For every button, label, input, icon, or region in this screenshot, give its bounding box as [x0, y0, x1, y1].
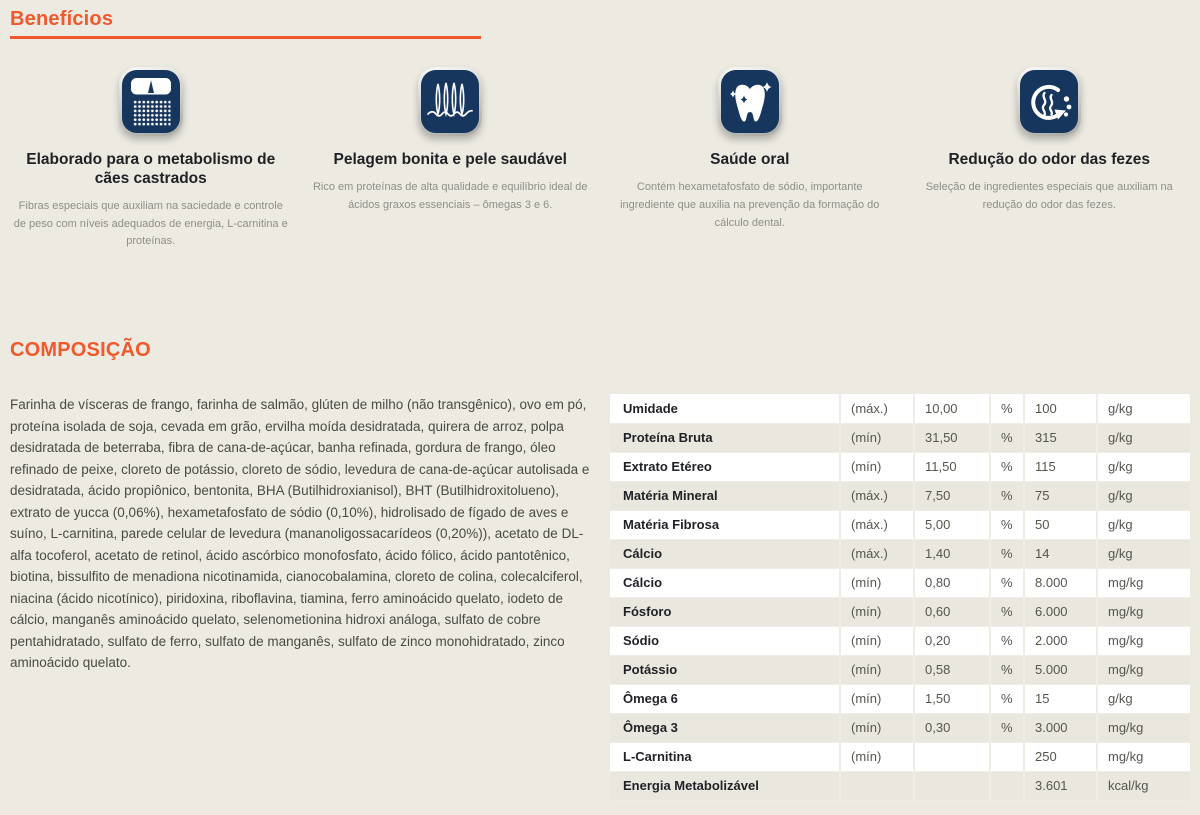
table-cell: kcal/kg [1097, 771, 1190, 800]
table-cell: Sódio [610, 626, 840, 655]
table-cell: 10,00 [914, 394, 990, 423]
table-cell: % [990, 481, 1024, 510]
ingredients-text: Farinha de vísceras de frango, farinha de salmão, glúten de milho (não transgênico), ovo em pó, proteína isolada de soja, cevada em grão, ervilha moída desidratada, quirera de arroz, polpa desidratada de beterraba, fibra de cana-de-açúcar, banha refinada, gordura de frango, óleo refinado de peixe, cloreto de potássio, cloreto de sódio, levedura de cana-de-açúcar autolisada e desidratada, ácido propiônico, bentonita, BHA (Butilhidroxianisol), BHT (Butilhidroxitolueno), extrato de yucca (0,06%), hexametafosfato de sódio (0,10%), hidrolisado de fígado de aves e suíno, L-carnitina, parede celular de levedura (mananoligossacarídeos (0,20%)), acetato de DL-alfa tocoferol, acetato de retinol, ácido ascórbico monofosfato, ácido fólico, ácido pantotênico, biotina, bissulfito de menadiona nicotinamida, cianocobalamina, cloreto de colina, colecalciferol, niacina (ácido nicotínico), piridoxina, riboflavina, tiamina, ferro aminoácido quelato, iodeto de cálcio, manganês aminoácido quelato, selenometionina hidroxi análoga, sulfato de cobre pentahidratado, sulfato de ferro, sulfato de manganês, sulfato de zinco monohidratado, zinco aminoácido quelato. [10, 397, 590, 671]
table-cell: 5.000 [1024, 655, 1097, 684]
fur-icon-tile [421, 70, 479, 133]
table-cell: (mín) [840, 655, 914, 684]
table-cell: % [990, 394, 1024, 423]
table-row [610, 510, 1190, 539]
table-cell: 0,30 [914, 713, 990, 742]
table-cell: 1,40 [914, 539, 990, 568]
table-cell: (mín) [840, 452, 914, 481]
table-cell: g/kg [1097, 539, 1190, 568]
table-cell: 3.000 [1024, 713, 1097, 742]
benefits-heading: Benefícios [10, 8, 481, 39]
table-cell: 2.000 [1024, 626, 1097, 655]
table-cell [914, 742, 990, 771]
fur-icon [418, 67, 482, 136]
table-cell: 6.000 [1024, 597, 1097, 626]
table-row [610, 655, 1190, 684]
odor-icon [1017, 67, 1081, 136]
table-row [610, 481, 1190, 510]
scale-icon [119, 67, 183, 136]
table-cell: 0,60 [914, 597, 990, 626]
table-cell: (máx.) [840, 481, 914, 510]
benefit-title: Redução do odor das fezes [948, 151, 1151, 168]
table-cell [914, 771, 990, 800]
table-cell: Cálcio [610, 568, 840, 597]
composition-section [10, 339, 1190, 801]
table-cell: 0,20 [914, 626, 990, 655]
table-cell: g/kg [1097, 510, 1190, 539]
table-cell: Cálcio [610, 539, 840, 568]
table-cell: Ômega 3 [610, 713, 840, 742]
benefit-card-metabolism [10, 67, 292, 251]
benefit-card-odor-reduction [909, 67, 1191, 251]
table-cell: 7,50 [914, 481, 990, 510]
benefit-title: Elaborado para o metabolismo de cães castrados [26, 151, 276, 187]
table-cell: Matéria Mineral [610, 481, 840, 510]
table-cell: Extrato Etéreo [610, 452, 840, 481]
table-cell: 75 [1024, 481, 1097, 510]
table-cell: 5,00 [914, 510, 990, 539]
composition-grid [10, 394, 1190, 801]
benefit-description: Rico em proteínas de alta qualidade e equilíbrio ideal de ácidos graxos essenciais – ômegas 3 e 6. [312, 180, 588, 211]
table-cell: % [990, 626, 1024, 655]
table-cell: 315 [1024, 423, 1097, 452]
table-cell: 1,50 [914, 684, 990, 713]
table-cell: mg/kg [1097, 597, 1190, 626]
table-row [610, 597, 1190, 626]
table-cell: Ômega 6 [610, 684, 840, 713]
table-cell: 0,80 [914, 568, 990, 597]
table-cell: % [990, 684, 1024, 713]
table-cell: Energia Metabolizável [610, 771, 840, 800]
table-cell: mg/kg [1097, 742, 1190, 771]
table-cell: (mín) [840, 713, 914, 742]
table-cell: (mín) [840, 742, 914, 771]
table-cell: 115 [1024, 452, 1097, 481]
table-cell: % [990, 510, 1024, 539]
table-row [610, 684, 1190, 713]
table-row [610, 742, 1190, 771]
table-cell: 250 [1024, 742, 1097, 771]
table-cell: 100 [1024, 394, 1097, 423]
table-cell: 50 [1024, 510, 1097, 539]
table-cell: (máx.) [840, 510, 914, 539]
table-cell [840, 771, 914, 800]
table-row [610, 423, 1190, 452]
table-cell: (mín) [840, 568, 914, 597]
table-cell: mg/kg [1097, 568, 1190, 597]
table-cell: g/kg [1097, 684, 1190, 713]
tooth-icon [718, 67, 782, 136]
table-cell: 0,58 [914, 655, 990, 684]
benefit-title: Pelagem bonita e pele saudável [333, 151, 567, 168]
table-row [610, 568, 1190, 597]
odor-icon-tile [1020, 70, 1078, 133]
benefit-title: Saúde oral [710, 151, 790, 168]
table-cell: L-Carnitina [610, 742, 840, 771]
table-cell: % [990, 539, 1024, 568]
table-cell: mg/kg [1097, 655, 1190, 684]
table-cell: Proteína Bruta [610, 423, 840, 452]
table-cell: % [990, 655, 1024, 684]
table-cell: 8.000 [1024, 568, 1097, 597]
nutrition-table [610, 394, 1190, 801]
table-cell: (mín) [840, 597, 914, 626]
benefit-card-coat-skin [310, 67, 592, 251]
table-cell: g/kg [1097, 394, 1190, 423]
scale-icon-tile [122, 70, 180, 133]
table-cell: g/kg [1097, 452, 1190, 481]
table-cell: g/kg [1097, 423, 1190, 452]
benefit-card-oral-health [609, 67, 891, 251]
table-row [610, 771, 1190, 800]
table-cell: Potássio [610, 655, 840, 684]
table-cell: g/kg [1097, 481, 1190, 510]
benefit-description: Contém hexametafosfato de sódio, importante ingrediente que auxilia na prevenção da formação do cálculo dental. [620, 180, 880, 229]
table-cell: (máx.) [840, 394, 914, 423]
table-cell: (mín) [840, 423, 914, 452]
table-cell: % [990, 597, 1024, 626]
table-cell: (mín) [840, 626, 914, 655]
table-cell: (máx.) [840, 539, 914, 568]
table-row [610, 452, 1190, 481]
table-cell [990, 742, 1024, 771]
table-cell: Fósforo [610, 597, 840, 626]
table-cell: 14 [1024, 539, 1097, 568]
table-row [610, 394, 1190, 423]
table-cell [990, 771, 1024, 800]
table-cell: 3.601 [1024, 771, 1097, 800]
table-row [610, 626, 1190, 655]
table-cell: 31,50 [914, 423, 990, 452]
table-row [610, 539, 1190, 568]
table-cell: % [990, 423, 1024, 452]
table-cell: Umidade [610, 394, 840, 423]
table-cell: mg/kg [1097, 713, 1190, 742]
benefit-description: Fibras especiais que auxiliam na saciedade e controle de peso com níveis adequados de energia, L-carnitina e proteínas. [13, 199, 288, 248]
benefit-grid [10, 67, 1190, 251]
table-cell: % [990, 452, 1024, 481]
benefits-section [10, 8, 1190, 251]
benefit-description: Seleção de ingredientes especiais que auxiliam na redução do odor das fezes. [925, 180, 1173, 211]
table-cell: 11,50 [914, 452, 990, 481]
table-cell: % [990, 713, 1024, 742]
tooth-icon-tile [721, 70, 779, 133]
nutrition-table-body [610, 394, 1190, 800]
table-row [610, 713, 1190, 742]
composition-heading: COMPOSIÇÃO [10, 339, 151, 362]
table-cell: Matéria Fibrosa [610, 510, 840, 539]
table-cell: 15 [1024, 684, 1097, 713]
table-cell: mg/kg [1097, 626, 1190, 655]
table-cell: % [990, 568, 1024, 597]
table-cell: (mín) [840, 684, 914, 713]
